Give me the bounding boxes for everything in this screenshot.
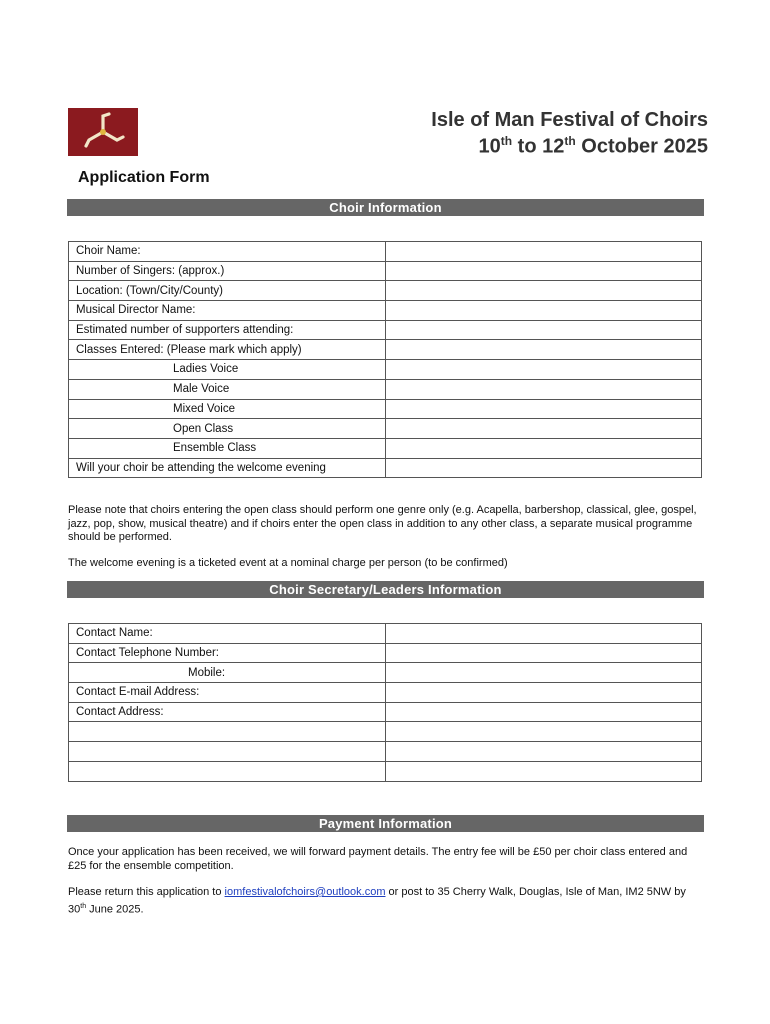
table-row: [69, 301, 702, 321]
date-end: 12: [542, 135, 565, 158]
table-row: [69, 683, 702, 703]
form-title: Application Form: [78, 169, 210, 186]
isle-of-man-flag-logo: [68, 108, 138, 156]
table-row: [69, 643, 702, 663]
date-end-suffix: th: [564, 134, 576, 148]
date-to: to: [517, 135, 537, 158]
address-line-field[interactable]: [386, 722, 702, 742]
return-instructions: [68, 886, 704, 917]
festival-title: Isle of Man Festival of Choirs: [431, 109, 708, 131]
choir-information-table: [68, 241, 702, 478]
table-row: [69, 663, 702, 683]
table-row: [69, 742, 702, 762]
address-line-label: [69, 742, 386, 762]
open-class-field[interactable]: [386, 419, 702, 439]
table-row: [69, 761, 702, 781]
classes-entered-field[interactable]: [386, 340, 702, 360]
mobile-label: Mobile:: [69, 663, 386, 683]
deadline-suffix: th: [80, 902, 87, 910]
mixed-voice-label: Mixed Voice: [69, 399, 386, 419]
table-row: [69, 399, 702, 419]
festival-dates: [300, 134, 708, 159]
mobile-field[interactable]: [386, 663, 702, 683]
open-class-label: Open Class: [69, 419, 386, 439]
table-row: [69, 281, 702, 301]
address-line-label: [69, 722, 386, 742]
table-row: [69, 379, 702, 399]
ladies-voice-field[interactable]: [386, 360, 702, 380]
contact-address-label: Contact Address:: [69, 702, 386, 722]
musical-director-field[interactable]: [386, 301, 702, 321]
secretary-information-table: [68, 623, 702, 782]
contact-name-label: Contact Name:: [69, 624, 386, 644]
welcome-evening-note: The welcome evening is a ticketed event at a nominal charge per person (to be confirmed): [68, 557, 508, 569]
table-row: [69, 242, 702, 262]
table-row: [69, 340, 702, 360]
musical-director-label: Musical Director Name:: [69, 301, 386, 321]
table-row: [69, 320, 702, 340]
welcome-evening-label: Will your choir be attending the welcome evening: [69, 458, 386, 478]
address-line-field[interactable]: [386, 761, 702, 781]
number-of-singers-label: Number of Singers: (approx.): [69, 261, 386, 281]
number-of-singers-field[interactable]: [386, 261, 702, 281]
location-label: Location: (Town/City/County): [69, 281, 386, 301]
choir-name-label: Choir Name:: [69, 242, 386, 262]
supporters-label: Estimated number of supporters attending:: [69, 320, 386, 340]
date-start-suffix: th: [500, 134, 513, 148]
male-voice-label: Male Voice: [69, 379, 386, 399]
contact-telephone-label: Contact Telephone Number:: [69, 643, 386, 663]
triskelion-icon: [68, 108, 138, 156]
ladies-voice-label: Ladies Voice: [69, 360, 386, 380]
choir-information-heading: Choir Information: [67, 199, 704, 216]
table-row: [69, 360, 702, 380]
email-link[interactable]: iomfestivalofchoirs@outlook.com: [224, 886, 386, 898]
date-month-year: October 2025: [581, 135, 708, 158]
welcome-evening-field[interactable]: [386, 458, 702, 478]
contact-address-field[interactable]: [386, 702, 702, 722]
contact-telephone-field[interactable]: [386, 643, 702, 663]
classes-entered-label: Classes Entered: (Please mark which apply): [69, 340, 386, 360]
ensemble-class-field[interactable]: [386, 438, 702, 458]
table-row: [69, 458, 702, 478]
mixed-voice-field[interactable]: [386, 399, 702, 419]
contact-email-field[interactable]: [386, 683, 702, 703]
address-line-label: [69, 761, 386, 781]
table-row: [69, 419, 702, 439]
payment-information-heading: Payment Information: [67, 815, 704, 832]
contact-email-label: Contact E-mail Address:: [69, 683, 386, 703]
return-prefix: Please return this application to: [68, 886, 225, 898]
entry-fee-text: Once your application has been received, we will forward payment details. The entry fee will be £50 per choir class entered and £25 for the ensemble competition.: [68, 846, 688, 872]
address-line-field[interactable]: [386, 742, 702, 762]
table-row: [69, 702, 702, 722]
ensemble-class-label: Ensemble Class: [69, 438, 386, 458]
open-class-note: Please note that choirs entering the open class should perform one genre only (e.g. Acapella, barbershop, classical, glee, gospel, jazz, pop, show, musical theatre) and if choirs enter the open class in addition to any other class, a separate musical programme should be performed.: [68, 504, 697, 543]
male-voice-field[interactable]: [386, 379, 702, 399]
return-suffix: June 2025.: [86, 903, 144, 916]
table-row: [69, 261, 702, 281]
table-row: [69, 624, 702, 644]
secretary-information-heading: Choir Secretary/Leaders Information: [67, 581, 704, 598]
choir-name-field[interactable]: [386, 242, 702, 262]
table-row: [69, 722, 702, 742]
table-row: [69, 438, 702, 458]
return-middle: or post to 35 Cherry Walk, Douglas, Isle of Man, IM2 5NW by 30: [68, 886, 686, 916]
supporters-field[interactable]: [386, 320, 702, 340]
date-start: 10: [478, 135, 501, 158]
location-field[interactable]: [386, 281, 702, 301]
contact-name-field[interactable]: [386, 624, 702, 644]
